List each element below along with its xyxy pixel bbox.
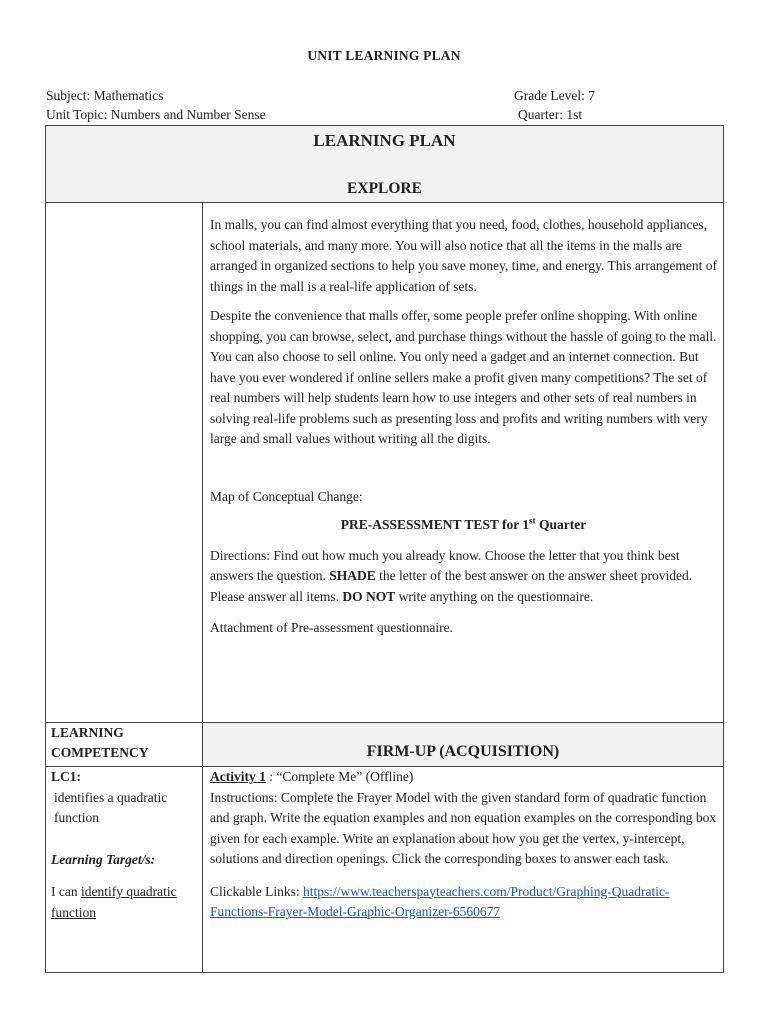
learning-competency-label: LEARNING COMPETENCY — [46, 723, 203, 767]
learning-target-text: I can identify quadratic function — [51, 884, 177, 920]
activity-instructions: Instructions: Complete the Frayer Model with the given standard form of quadratic function and graph. Write the equation examples and non equation examples on the corresponding box given for each example. Write an explanation about how you get the vertex, y-intercept, solutions and direction openings. Click the corresponding boxes to answer each task. — [210, 789, 717, 866]
subject-label: Subject: Mathematics — [46, 88, 164, 103]
clickable-links: Clickable Links: https://www.teacherspayteachers.com/Product/Graphing-Quadratic-Functions-Frayer-Model-Graphic-Organizer-6560677 — [210, 883, 670, 919]
explore-content — [203, 203, 724, 723]
grade-level-label: Grade Level: 7 — [514, 88, 595, 103]
quarter-label: Quarter: 1st — [518, 107, 583, 122]
competency-cell — [46, 767, 203, 973]
lc-code: LC1: — [51, 769, 81, 784]
resource-link[interactable]: https://www.teacherspayteachers.com/Product/Graphing-Quadratic-Functions-Frayer-Model-Graphic-Organizer-6560677 — [210, 883, 670, 919]
attachment-text: Attachment of Pre-assessment questionnaire. — [210, 620, 453, 635]
activity-cell — [203, 767, 724, 973]
activity-title: Activity 1 : “Complete Me” (Offline) — [210, 769, 414, 784]
firm-up-title: FIRM-UP (ACQUISITION) — [366, 743, 560, 760]
lc-description: identifies a quadratic function — [54, 789, 168, 825]
firm-up-header — [203, 723, 724, 767]
directions-text: Directions: Find out how much you already know. Choose the letter that you think best answers the question. SHADE the letter of the best answer on the answer sheet provided. Please answer all items. DO NOT write anything on the questionnaire. — [210, 547, 693, 604]
explore-paragraph-2: Despite the convenience that malls offer, some people prefer online shopping. With online shopping, you can browse, select, and purchase things without the hassle of going to the mall. You can also choose to sell online. You only need a gadget and an internet connection. But have you ever wondered if online sellers make a profit given many competitions? The set of real numbers will help students learn how to use integers and other sets of real numbers in solving real-life problems such as presenting loss and profits and writing numbers with very large and small values without writing all the digits. — [210, 308, 717, 446]
plan-header — [46, 126, 724, 203]
explore-paragraph-1: In malls, you can find almost everything that you need, food, clothes, household appliances, school materials, and many more. You will also notice that all the items in the malls are arranged in organized sections to help you save money, time, and energy. This arrangement of things in the mall is a real-life application of sets. — [210, 217, 717, 294]
plan-heading: LEARNING PLAN — [313, 131, 456, 150]
pre-assessment-title: PRE-ASSESSMENT TEST for 1st Quarter — [340, 515, 587, 532]
unit-topic-label: Unit Topic: Numbers and Number Sense — [46, 107, 266, 122]
explore-left-cell — [46, 203, 203, 723]
explore-heading: EXPLORE — [347, 180, 422, 197]
learning-target-label: Learning Target/s: — [51, 851, 156, 867]
document-title: UNIT LEARNING PLAN — [307, 48, 461, 63]
map-of-conceptual-change: Map of Conceptual Change: — [210, 488, 363, 504]
learning-plan-table — [45, 125, 724, 973]
